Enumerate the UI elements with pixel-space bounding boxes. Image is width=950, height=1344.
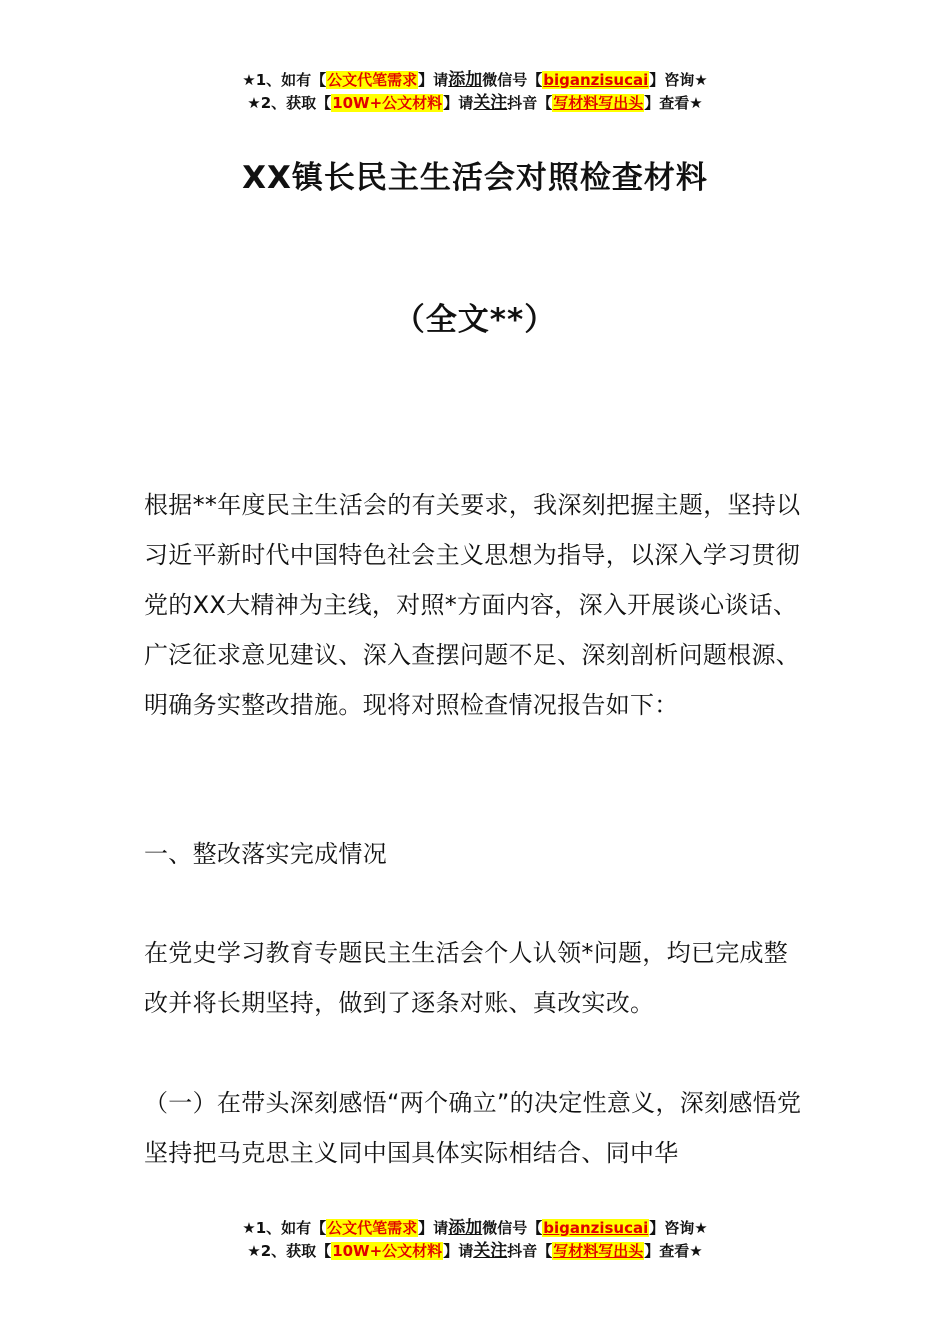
paragraph-rectification: 在党史学习教育专题民主生活会个人认领*问题，均已完成整改并将长期坚持，做到了逐条对账、真改实改。 (144, 939, 789, 1017)
promo-text: ★1、如有【 (242, 1219, 327, 1237)
promo-text: ★1、如有【 (242, 71, 327, 89)
promo-text: 微信号【 (482, 1219, 543, 1237)
promo-text: 抖音【 (507, 1242, 553, 1260)
paragraph-intro: 根据**年度民主生活会的有关要求，我深刻把握主题，坚持以习近平新时代中国特色社会主义思想为指导，以深入学习贯彻党的XX大精神为主线，对照*方面内容，深入开展谈心谈话、广泛征求意见建议、深入查摆问题不足、深刻剖析问题根源、明确务实整改措施。现将对照检查情况报告如下： (144, 491, 801, 719)
promo-banner-top (0, 69, 950, 115)
promo-text: 】查看★ (644, 1242, 703, 1260)
paragraph-item-1: （一）在带头深刻感悟“两个确立”的决定性意义，深刻感悟党坚持把马克思主义同中国具体实际相结合、同中华 (144, 1089, 802, 1167)
promo-line-2 (0, 92, 950, 115)
promo-text: 】请 (443, 94, 474, 112)
promo-emphasis: 关注 (473, 93, 508, 113)
promo-text: ★2、获取【 (247, 1242, 332, 1260)
document-title: XX镇长民主生活会对照检查材料 (242, 160, 708, 196)
promo-highlight: 10W+公文材料 (332, 94, 443, 112)
promo-emphasis: 关注 (473, 1241, 508, 1261)
promo-text: 抖音【 (507, 94, 553, 112)
promo-text: 】请 (418, 1219, 449, 1237)
promo-text: 】请 (418, 71, 449, 89)
promo-text: 】咨询★ (649, 71, 708, 89)
promo-line-1 (0, 69, 950, 92)
promo-douyin-id: 写材料写出头 (553, 1242, 644, 1260)
promo-douyin-id: 写材料写出头 (553, 94, 644, 112)
promo-text: 微信号【 (482, 71, 543, 89)
promo-text: ★2、获取【 (247, 94, 332, 112)
promo-emphasis: 添加 (448, 70, 483, 90)
promo-line-1 (0, 1217, 950, 1240)
promo-line-2 (0, 1240, 950, 1263)
promo-highlight: 公文代笔需求 (327, 1219, 418, 1237)
promo-text: 】查看★ (644, 94, 703, 112)
promo-emphasis: 添加 (448, 1218, 483, 1238)
promo-wechat-id: biganzisucai (543, 1219, 649, 1237)
promo-text: 】请 (443, 1242, 474, 1260)
section-heading: 一、整改落实完成情况 (144, 840, 387, 868)
promo-text: 】咨询★ (649, 1219, 708, 1237)
promo-highlight: 公文代笔需求 (327, 71, 418, 89)
promo-wechat-id: biganzisucai (543, 71, 649, 89)
promo-highlight: 10W+公文材料 (332, 1242, 443, 1260)
document-subtitle: （全文**） (393, 302, 557, 338)
promo-banner-bottom (0, 1217, 950, 1263)
